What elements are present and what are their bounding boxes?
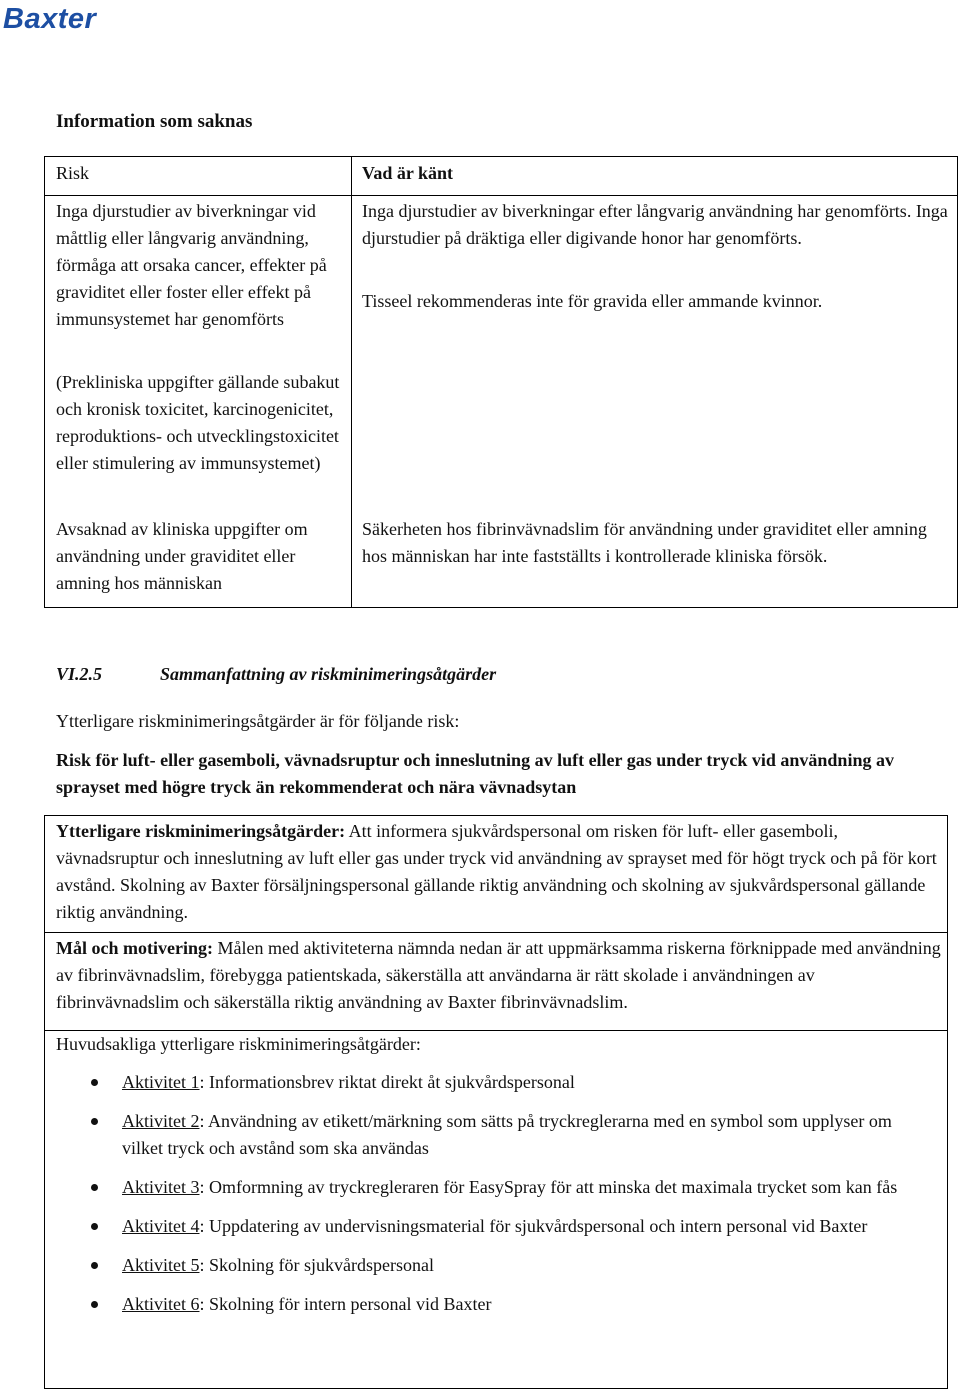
bullet-icon bbox=[91, 1223, 98, 1230]
activity-4-link[interactable]: Aktivitet 4 bbox=[122, 1216, 200, 1236]
activity-5-link[interactable]: Aktivitet 5 bbox=[122, 1255, 200, 1275]
missing-info-table bbox=[44, 156, 958, 608]
missing-info-heading: Information som saknas bbox=[56, 111, 253, 132]
goal-text: Målen med aktiviteterna nämnda nedan är att uppmärksamma riskerna förknippade med användning av fibrinvävnadslim, förebygga patientskada, säkerställa att användarna är rätt skolade i användningen av fibrinvävnadslim och säkerställa riktig användning av Baxter fibrinvävnadslim. bbox=[56, 938, 941, 1012]
table-cell-known-1-note: Tisseel rekommenderas inte för gravida eller ammande kvinnor. bbox=[362, 291, 823, 311]
table-cell-known-2: Säkerheten hos fibrinvävnadslim för användning under graviditet eller amning hos människan har inte fastställts i kontrollerade kliniska försök. bbox=[362, 519, 927, 566]
table-header-known: Vad är känt bbox=[362, 163, 454, 183]
bullet-icon bbox=[91, 1301, 98, 1308]
goal-box bbox=[44, 933, 948, 1031]
list-item bbox=[45, 1174, 945, 1201]
activities-box bbox=[44, 1031, 948, 1389]
activity-5-text: : Skolning för sjukvårdspersonal bbox=[199, 1255, 434, 1275]
activity-1-text: : Informationsbrev riktat direkt åt sjukvårdspersonal bbox=[199, 1072, 575, 1092]
bullet-icon bbox=[91, 1184, 98, 1191]
list-item bbox=[45, 1291, 945, 1318]
measures-box bbox=[44, 815, 948, 933]
bullet-icon bbox=[91, 1262, 98, 1269]
table-header-risk: Risk bbox=[56, 163, 90, 183]
table-header-divider bbox=[45, 195, 957, 196]
table-cell-risk-1-note: (Prekliniska uppgifter gällande subakut och kronisk toxicitet, karcinogenicitet, reproduktions- och utvecklingstoxicitet eller stimulering av immunsystemet) bbox=[56, 372, 340, 473]
table-cell-known-1: Inga djurstudier av biverkningar efter långvarig användning har genomförts. Inga djurstudier på dräktiga eller digivande honor har genomförts. bbox=[362, 201, 948, 248]
activity-list bbox=[45, 1069, 945, 1330]
list-item bbox=[45, 1252, 945, 1279]
list-item bbox=[45, 1069, 945, 1096]
measures-paragraph bbox=[56, 818, 941, 926]
baxter-logo: Baxter bbox=[3, 3, 97, 35]
table-column-divider bbox=[351, 157, 352, 607]
section-title: Sammanfattning av riskminimeringsåtgärder bbox=[160, 664, 497, 684]
activity-2-link[interactable]: Aktivitet 2 bbox=[122, 1111, 200, 1131]
main-measures-heading: Huvudsakliga ytterligare riskminimeringsåtgärder: bbox=[56, 1034, 421, 1054]
bullet-icon bbox=[91, 1118, 98, 1125]
activity-6-link[interactable]: Aktivitet 6 bbox=[122, 1294, 200, 1314]
section-intro: Ytterligare riskminimeringsåtgärder är för följande risk: bbox=[56, 711, 460, 731]
activity-3-link[interactable]: Aktivitet 3 bbox=[122, 1177, 200, 1197]
activity-1-link[interactable]: Aktivitet 1 bbox=[122, 1072, 200, 1092]
section-number: VI.2.5 bbox=[56, 664, 103, 684]
activity-3-text: : Omformning av tryckregleraren för EasySpray för att minska det maximala trycket som kan fås bbox=[199, 1177, 898, 1197]
activity-6-text: : Skolning för intern personal vid Baxter bbox=[199, 1294, 492, 1314]
activity-2-text: : Användning av etikett/märkning som sätts på tryckreglerarna med en symbol som upplyser om vilket tryck och avstånd som ska användas bbox=[122, 1111, 892, 1158]
risk-heading: Risk för luft- eller gasemboli, vävnadsruptur och inneslutning av luft eller gas under tryck vid användning av sprayset med högre tryck än rekommenderat och nära vävnadsytan bbox=[56, 750, 894, 797]
table-cell-risk-1: Inga djurstudier av biverkningar vid måttlig eller långvarig användning, förmåga att orsaka cancer, effekter på graviditet eller foster eller effekt på immunsystemet har genomförts bbox=[56, 201, 327, 329]
measures-label: Ytterligare riskminimeringsåtgärder: bbox=[56, 821, 346, 841]
goal-paragraph bbox=[56, 935, 941, 1016]
table-cell-risk-2: Avsaknad av kliniska uppgifter om användning under graviditet eller amning hos människan bbox=[56, 519, 308, 593]
measures-text: Att informera sjukvårdspersonal om risken för luft- eller gasemboli, vävnadsruptur och inneslutning av luft eller gas under tryck vid användning av sprayset med för högt tryck och på för kort avstånd. Skolning av Baxter försäljningspersonal gällande riktig användning och skolning av sjukvårdspersonal gällande riktig användning. bbox=[56, 821, 937, 922]
activity-4-text: : Uppdatering av undervisningsmaterial för sjukvårdspersonal och intern personal vid Baxter bbox=[199, 1216, 868, 1236]
bullet-icon bbox=[91, 1079, 98, 1086]
list-item bbox=[45, 1108, 945, 1162]
list-item bbox=[45, 1213, 945, 1240]
goal-label: Mål och motivering: bbox=[56, 938, 213, 958]
